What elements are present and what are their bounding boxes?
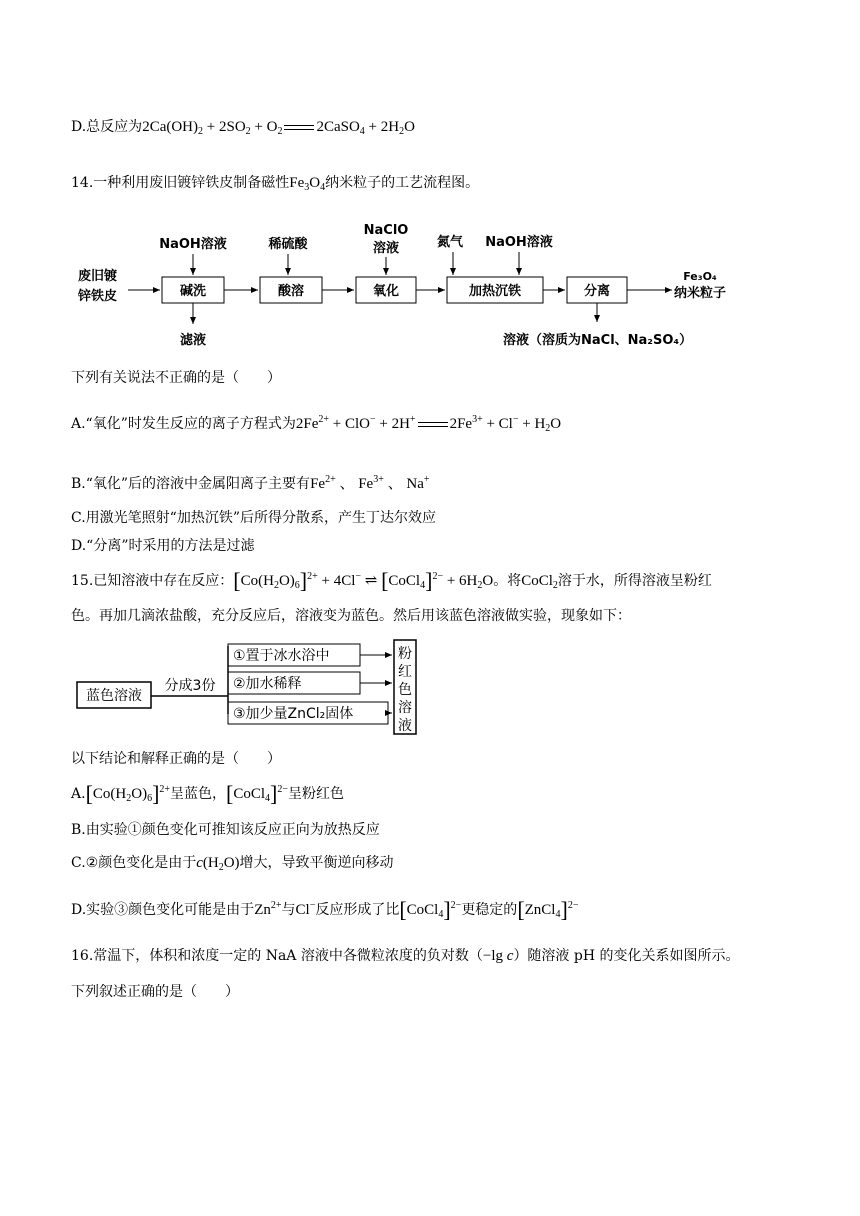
blue-solution-label: 蓝色溶液 xyxy=(86,688,142,704)
split-label: 分成3份 xyxy=(164,678,216,694)
q14-stem: 14.一种利用废旧镀锌铁皮制备磁性$Fe_3O_4$纳米粒子的工艺流程图。 xyxy=(71,175,480,193)
zn-ion: $Zn^{2+}$ xyxy=(254,900,282,918)
flow-product-line2: 纳米粒子 xyxy=(673,286,727,301)
q14-option-b: B.“氧化”后的溶液中金属阳离子主要有$Fe^{2+}$ 、 $Fe^{3+}$ 、 Na+ xyxy=(71,474,430,492)
cocl4-complex-d: [CoCl$_4$]$^{2-}$ xyxy=(399,897,462,922)
flow-start-line2: 锌铁皮 xyxy=(78,289,118,304)
flow-step3-reagent-line1: NaClO xyxy=(363,223,409,238)
zncl4-complex: [ZnCl$_4$]$^{2-}$ xyxy=(517,897,579,922)
q14-process-flow-diagram xyxy=(0,220,860,350)
flow-step1-reagent: NaOH溶液 xyxy=(159,237,227,252)
flow-step4-reagent-b: NaOH溶液 xyxy=(485,235,553,250)
q15-option-b: B.由实验①颜色变化可推知该反应正向为放热反应 xyxy=(71,822,380,838)
condition-3-label: ③加少量ZnCl₂固体 xyxy=(233,706,354,722)
condition-2-label: ②加水稀释 xyxy=(233,676,302,692)
flow-step1-label: 碱洗 xyxy=(179,284,207,299)
q14-option-d: D.“分离”时采用的方法是过滤 xyxy=(71,538,255,554)
cl-ion: Cl− xyxy=(295,900,316,918)
q16-stem-line1: 16.常温下，体积和浓度一定的 NaA 溶液中各微粒浓度的负对数（−lg c）随溶液 pH 的变化关系如图所示。 xyxy=(71,948,740,964)
flow-step2-reagent: 稀硫酸 xyxy=(268,237,308,252)
result-char-1: 粉 xyxy=(398,646,412,662)
q15-option-c: C.②颜色变化是由于$c(H_2O)$增大，导致平衡逆向移动 xyxy=(71,855,394,873)
result-char-2: 红 xyxy=(398,664,412,680)
q15-option-d: D.实验③颜色变化可能是由于$Zn^{2+}$与Cl−反应形成了比[CoCl$_4$]$^{2-}$更稳定的[ZnCl$_4$]$^{2-}$ xyxy=(71,897,579,922)
flow-step4-label: 加热沉铁 xyxy=(468,284,522,299)
neg-log-c: −lg c xyxy=(482,948,514,964)
flow-start-line1: 废旧镀 xyxy=(78,269,118,284)
flow-step5-output: 溶液（溶质为NaCl、Na₂SO₄） xyxy=(503,333,693,348)
cocl2-formula: CoCl$_2$ xyxy=(521,573,558,591)
flow-step1-output: 滤液 xyxy=(179,333,207,348)
cocl4-complex: [CoCl$_4$]$^{2-}$ xyxy=(226,781,289,806)
q15-experiment-diagram xyxy=(0,636,860,741)
fe3o4-formula: $Fe_3O_4$ xyxy=(289,175,326,193)
flow-step3-reagent-line2: 溶液 xyxy=(372,241,400,256)
result-char-3: 色 xyxy=(398,682,412,698)
q14-option-a: A.“氧化”时发生反应的离子方程式为$2Fe^{2+} + ClO^- + 2H^+$ $2Fe^{3+} + Cl^- + H_2O$ xyxy=(71,414,562,434)
q15-question: 以下结论和解释正确的是（ ） xyxy=(71,751,281,767)
flow-step3-label: 氧化 xyxy=(372,284,400,299)
flow-product-line1: Fe₃O₄ xyxy=(683,270,717,283)
q16-question: 下列叙述正确的是（ ） xyxy=(71,984,239,1000)
q13-option-d: D.总反应为$2Ca(OH)_2 + 2SO_2 + O_2$ 2CaSO$_4$ + $2H_2O$ xyxy=(71,119,415,137)
co-h2o6-complex: $[Co(H_2O)_6]^{2+}$ xyxy=(85,781,171,806)
q15-stem-line1: 15.已知溶液中存在反应：$[Co(H_2O)_6]^{2+} + 4Cl^-$ ⇌ [CoCl$_4$]$^{2-}$ + $6H_2O$。将CoCl$_2$溶于水，所得溶液呈粉红 xyxy=(71,568,712,593)
flow-step4-reagent-a: 氮气 xyxy=(436,235,464,250)
result-char-5: 液 xyxy=(398,718,412,734)
q15-option-a: $A.[Co(H_2O)_6]^{2+}$呈蓝色，[CoCl$_4$]$^{2-}$呈粉红色 xyxy=(71,781,345,806)
total-reaction-formula: $2Ca(OH)_2 + 2SO_2 + O_2$ 2CaSO$_4$ + $2H_2O$ xyxy=(142,119,415,137)
oxidation-ionic-equation: $2Fe^{2+} + ClO^- + 2H^+$ $2Fe^{3+} + Cl^- + H_2O$ xyxy=(295,414,562,434)
water-concentration: $c(H_2O)$ xyxy=(196,855,240,873)
condition-1-label: ①置于冰水浴中 xyxy=(233,648,330,664)
result-char-4: 溶 xyxy=(398,700,412,716)
q14-question: 下列有关说法不正确的是（ ） xyxy=(71,370,281,386)
q14-option-c: C.用激光笔照射“加热沉铁”后所得分散系，产生丁达尔效应 xyxy=(71,510,436,526)
metal-cations: $Fe^{2+}$ 、 $Fe^{3+}$ 、 Na+ xyxy=(310,474,430,492)
cobalt-equilibrium: $[Co(H_2O)_6]^{2+} + 4Cl^-$ ⇌ [CoCl$_4$]$^{2-}$ + $6H_2O$ xyxy=(233,568,494,593)
flow-step5-label: 分离 xyxy=(583,284,611,299)
flow-step2-label: 酸溶 xyxy=(277,284,305,299)
q15-stem-line2: 色。再加几滴浓盐酸，充分反应后，溶液变为蓝色。然后用该蓝色溶液做实验，现象如下： xyxy=(71,608,631,624)
